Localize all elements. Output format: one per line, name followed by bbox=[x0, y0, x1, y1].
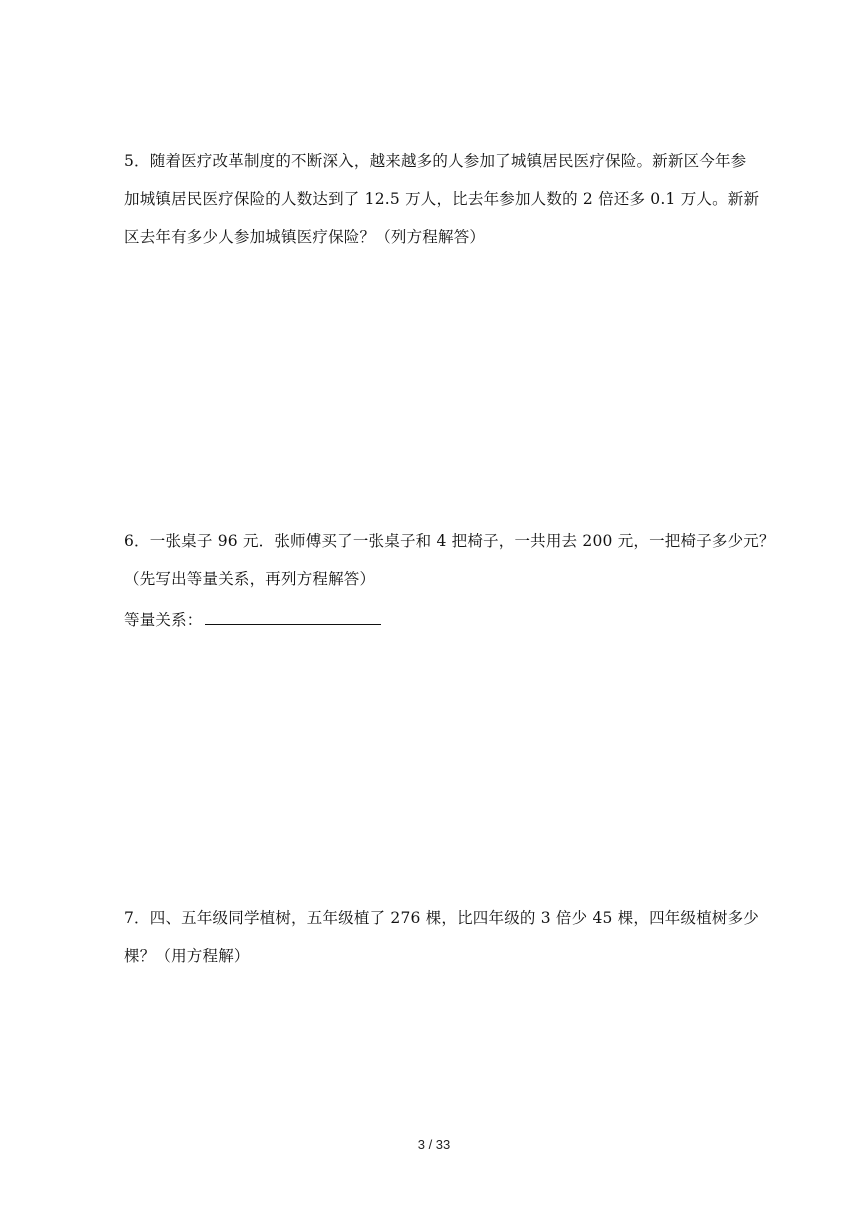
question-7-line-2: 棵？（用方程解） bbox=[124, 947, 250, 965]
question-5-line-3: 区去年有多少人参加城镇医疗保险？（列方程解答） bbox=[124, 228, 486, 246]
question-5-line-2: 加城镇居民医疗保险的人数达到了 12.5 万人，比去年参加人数的 2 倍还多 0.1 万人。新新 bbox=[124, 190, 760, 208]
page-number: 3 / 33 bbox=[417, 1137, 451, 1152]
question-7-line-1: 7．四、五年级同学植树，五年级植了 276 棵，比四年级的 3 倍少 45 棵，四年级植树多少 bbox=[124, 909, 759, 927]
equal-relation-row bbox=[124, 607, 381, 630]
question-5-line-1: 5．随着医疗改革制度的不断深入，越来越多的人参加了城镇居民医疗保险。新新区今年参 bbox=[124, 152, 747, 170]
equal-relation-label: 等量关系： bbox=[124, 611, 203, 629]
equal-relation-answer-blank[interactable] bbox=[205, 607, 381, 625]
question-6-line-1: 6．一张桌子 96 元．张师傅买了一张桌子和 4 把椅子，一共用去 200 元，一把椅子多少元？ bbox=[124, 532, 775, 550]
question-6-line-2: （先写出等量关系，再列方程解答） bbox=[124, 570, 376, 588]
